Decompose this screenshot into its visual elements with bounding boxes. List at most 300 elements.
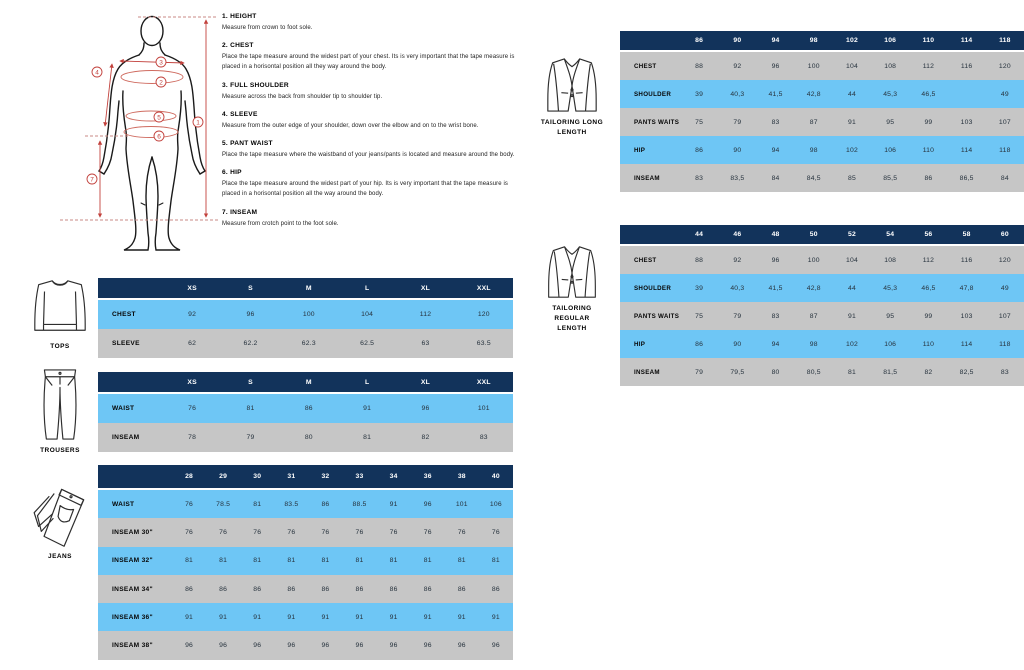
svg-text:5: 5 <box>157 114 161 122</box>
size-value-cell: 76 <box>287 528 296 536</box>
size-value-cell: 107 <box>998 118 1011 126</box>
size-value-cell: 99 <box>924 312 933 320</box>
size-value-cell: 81 <box>246 405 255 412</box>
size-value-cell: 114 <box>960 340 973 348</box>
size-column-header: 114 <box>960 37 973 44</box>
category-tailoring-regular <box>539 244 605 334</box>
size-column-header: 58 <box>962 231 971 238</box>
size-value-cell: 49 <box>1000 284 1009 292</box>
size-value-cell: 83 <box>479 434 488 441</box>
size-value-cell: 80,5 <box>806 368 821 376</box>
size-value-cell: 45,3 <box>883 90 898 98</box>
size-value-cell: 81 <box>185 557 194 565</box>
instruction-title: 2. CHEST <box>222 42 254 50</box>
size-table-row <box>620 246 1024 274</box>
size-value-cell: 110 <box>922 146 935 154</box>
size-value-cell: 96 <box>185 642 194 650</box>
size-table-header-row <box>98 278 513 298</box>
size-value-cell: 85,5 <box>883 174 898 182</box>
svg-text:2: 2 <box>159 79 163 87</box>
size-value-cell: 41,5 <box>768 90 783 98</box>
size-column-header: 56 <box>924 231 933 238</box>
size-value-cell: 44 <box>848 284 856 292</box>
size-table-row <box>98 518 513 546</box>
size-column-header: 98 <box>809 37 818 44</box>
marker-7 <box>87 174 97 184</box>
size-value-cell: 91 <box>457 613 466 621</box>
size-column-header: 32 <box>321 473 330 480</box>
instruction-title: 4. SLEEVE <box>222 110 258 118</box>
size-value-cell: 96 <box>389 642 398 650</box>
size-value-cell: 91 <box>423 613 432 621</box>
size-value-cell: 81 <box>457 557 466 565</box>
size-column-header: XXL <box>476 378 491 386</box>
instruction-text: Measure from crown to foot sole. <box>222 25 313 31</box>
size-table-tailoring-long <box>620 31 1024 192</box>
size-value-cell: 86 <box>491 585 500 593</box>
category-label-tailoring-long: TAILORING LONG LENGTH <box>540 119 604 137</box>
size-column-header: 40 <box>491 473 500 480</box>
size-value-cell: 96 <box>219 642 228 650</box>
size-value-cell: 82 <box>421 434 430 441</box>
blazer-icon <box>543 56 601 114</box>
size-value-cell: 49 <box>1000 90 1009 98</box>
size-table-header-row <box>620 31 1024 50</box>
size-value-cell: 102 <box>846 146 858 154</box>
size-value-cell: 86 <box>695 340 704 348</box>
size-row-label: WAIST <box>112 405 135 412</box>
size-value-cell: 91 <box>355 613 364 621</box>
size-value-cell: 83 <box>771 312 780 320</box>
size-row-label: INSEAM 32" <box>112 557 153 565</box>
size-column-header: XL <box>420 378 431 386</box>
marker-3 <box>156 57 166 67</box>
size-column-header: 54 <box>886 231 895 238</box>
size-value-cell: 112 <box>419 311 432 318</box>
size-value-cell: 81 <box>423 557 432 565</box>
size-row-label: PANTS WAITS <box>634 118 680 126</box>
size-column-header: 44 <box>695 231 704 238</box>
size-column-header: 30 <box>253 473 262 480</box>
size-value-cell: 92 <box>188 311 197 318</box>
instruction-title: 5. PANT WAIST <box>222 139 273 147</box>
size-value-cell: 39 <box>695 284 704 292</box>
size-table-row <box>98 329 513 358</box>
size-row-label: SLEEVE <box>112 340 140 347</box>
size-column-header: XS <box>187 378 197 386</box>
size-value-cell: 86 <box>304 405 313 412</box>
size-value-cell: 98 <box>809 340 818 348</box>
size-value-cell: 95 <box>886 312 895 320</box>
size-value-cell: 96 <box>423 500 432 508</box>
size-value-cell: 91 <box>491 613 500 621</box>
size-value-cell: 120 <box>998 62 1011 70</box>
size-value-cell: 81 <box>253 500 262 508</box>
marker-5 <box>154 112 164 122</box>
size-column-header: 118 <box>999 37 1011 44</box>
size-value-cell: 88 <box>695 62 704 70</box>
size-row-label: INSEAM 34" <box>112 585 153 593</box>
size-value-cell: 116 <box>960 62 973 70</box>
size-value-cell: 81 <box>219 557 228 565</box>
size-value-cell: 86 <box>287 585 296 593</box>
size-value-cell: 62.3 <box>301 340 316 347</box>
size-table-row <box>98 631 513 659</box>
instruction-block <box>222 82 524 102</box>
size-value-cell: 80 <box>771 368 780 376</box>
size-value-cell: 63.5 <box>476 340 491 347</box>
size-value-cell: 106 <box>884 146 897 154</box>
sweater-icon <box>28 276 92 338</box>
category-tops <box>28 276 92 352</box>
size-table-jeans <box>98 465 513 660</box>
size-value-cell: 76 <box>423 528 432 536</box>
size-column-header: 29 <box>219 473 228 480</box>
size-row-label: INSEAM 38" <box>112 642 153 650</box>
instruction-text: Place the tape measure around the widest part of your chest. Its is very important that the tape measure is placed in a horisontal position all they way around the body. <box>222 54 515 71</box>
instruction-block <box>222 209 524 229</box>
size-value-cell: 87 <box>809 312 818 320</box>
size-row-label: SHOULDER <box>634 284 672 292</box>
size-column-header: 28 <box>185 473 194 480</box>
size-value-cell: 79 <box>246 434 255 441</box>
size-value-cell: 76 <box>321 528 330 536</box>
size-value-cell: 47,8 <box>959 284 974 292</box>
size-value-cell: 91 <box>287 613 296 621</box>
size-value-cell: 88 <box>695 256 704 264</box>
size-value-cell: 91 <box>389 613 398 621</box>
size-table-row <box>98 423 513 452</box>
marker-2 <box>156 77 166 87</box>
size-column-header: M <box>305 284 312 292</box>
size-table-row <box>98 547 513 575</box>
size-value-cell: 86 <box>457 585 466 593</box>
size-value-cell: 91 <box>389 500 398 508</box>
size-table-row <box>98 575 513 603</box>
size-value-cell: 108 <box>884 62 897 70</box>
size-table-row <box>620 136 1024 164</box>
size-value-cell: 114 <box>960 146 973 154</box>
size-value-cell: 101 <box>455 500 468 508</box>
size-value-cell: 76 <box>219 528 228 536</box>
size-value-cell: 92 <box>733 62 742 70</box>
blazer-icon <box>544 244 600 300</box>
size-value-cell: 100 <box>807 256 820 264</box>
size-value-cell: 86 <box>355 585 364 593</box>
size-column-header: 33 <box>355 473 364 480</box>
svg-text:4: 4 <box>95 69 99 77</box>
size-table-row <box>98 603 513 631</box>
size-value-cell: 84 <box>1000 174 1009 182</box>
size-value-cell: 104 <box>846 256 858 264</box>
size-table-row <box>98 490 513 518</box>
size-value-cell: 81 <box>287 557 296 565</box>
size-value-cell: 44 <box>848 90 856 98</box>
size-value-cell: 83,5 <box>730 174 745 182</box>
size-column-header: XS <box>187 284 197 292</box>
size-row-label: CHEST <box>112 311 136 318</box>
size-value-cell: 76 <box>457 528 466 536</box>
size-value-cell: 110 <box>922 340 935 348</box>
size-column-header: 90 <box>733 37 742 44</box>
instruction-block <box>222 140 524 160</box>
size-value-cell: 81 <box>363 434 372 441</box>
size-value-cell: 83 <box>1000 368 1009 376</box>
instruction-block <box>222 42 524 72</box>
size-value-cell: 108 <box>884 256 897 264</box>
size-column-header: 110 <box>922 37 935 44</box>
size-value-cell: 96 <box>321 642 330 650</box>
size-value-cell: 86 <box>321 500 330 508</box>
instruction-title: 1. HEIGHT <box>222 13 257 20</box>
size-row-label: CHEST <box>634 62 657 70</box>
size-table-row <box>98 394 513 423</box>
size-value-cell: 76 <box>185 528 194 536</box>
size-value-cell: 92 <box>733 256 742 264</box>
instruction-text: Measure from the outer edge of your shoulder, down over the elbow and on to the wrist bone. <box>222 122 479 129</box>
size-value-cell: 79 <box>733 312 742 320</box>
instruction-block <box>222 111 524 131</box>
size-value-cell: 87 <box>809 118 818 126</box>
size-value-cell: 104 <box>846 62 858 70</box>
size-value-cell: 106 <box>489 500 502 508</box>
size-value-cell: 42,8 <box>806 284 821 292</box>
instruction-block <box>222 13 524 33</box>
size-value-cell: 120 <box>998 256 1011 264</box>
size-value-cell: 91 <box>363 405 372 412</box>
size-column-header: XXL <box>476 284 491 292</box>
size-value-cell: 86 <box>185 585 194 593</box>
size-value-cell: 79 <box>695 368 704 376</box>
size-value-cell: 96 <box>491 642 500 650</box>
size-column-header: 31 <box>287 473 296 480</box>
size-table-trousers <box>98 372 513 452</box>
measurement-instructions <box>222 13 524 238</box>
size-value-cell: 81 <box>321 557 330 565</box>
size-column-header: 38 <box>457 473 466 480</box>
size-table-row <box>620 302 1024 330</box>
size-value-cell: 91 <box>848 118 856 126</box>
size-value-cell: 96 <box>423 642 432 650</box>
marker-6 <box>154 131 164 141</box>
svg-text:7: 7 <box>90 176 94 184</box>
instruction-text: Place the tape measure where the waistband of your jeans/pants is located and measure around the body. <box>222 151 515 158</box>
size-value-cell: 112 <box>922 256 935 264</box>
size-value-cell: 86 <box>389 585 398 593</box>
size-value-cell: 84,5 <box>806 174 821 182</box>
size-value-cell: 91 <box>321 613 330 621</box>
size-value-cell: 78.5 <box>216 500 231 508</box>
size-value-cell: 118 <box>999 146 1011 154</box>
size-value-cell: 118 <box>999 340 1011 348</box>
size-column-header: M <box>305 378 312 386</box>
svg-text:6: 6 <box>157 133 161 141</box>
size-value-cell: 91 <box>253 613 262 621</box>
size-value-cell: 46,5 <box>921 284 936 292</box>
size-row-label: INSEAM <box>634 174 660 182</box>
size-row-label: WAIST <box>112 500 135 508</box>
size-value-cell: 101 <box>477 405 490 412</box>
size-table-header-row <box>98 465 513 488</box>
size-value-cell: 81 <box>355 557 364 565</box>
size-column-header: 48 <box>771 231 780 238</box>
size-value-cell: 83 <box>695 174 704 182</box>
size-value-cell: 103 <box>960 118 973 126</box>
size-column-header: S <box>248 378 253 386</box>
category-label-tailoring-regular: TAILORING REGULAR LENGTH <box>552 305 592 333</box>
size-value-cell: 96 <box>253 642 262 650</box>
size-value-cell: 40,3 <box>730 90 745 98</box>
size-column-header: 60 <box>1000 231 1009 238</box>
size-column-header: L <box>364 378 370 386</box>
size-table-row <box>620 108 1024 136</box>
size-column-header: 102 <box>846 37 858 44</box>
size-column-header: 94 <box>771 37 780 44</box>
size-value-cell: 81,5 <box>883 368 898 376</box>
size-value-cell: 96 <box>421 405 430 412</box>
size-value-cell: 80 <box>304 434 313 441</box>
size-value-cell: 86 <box>321 585 330 593</box>
size-value-cell: 41,5 <box>768 284 783 292</box>
body-measurement-diagram <box>60 5 220 255</box>
size-value-cell: 76 <box>355 528 364 536</box>
size-table-row <box>620 274 1024 302</box>
size-value-cell: 76 <box>491 528 500 536</box>
size-value-cell: 96 <box>457 642 466 650</box>
jeans-icon <box>30 486 90 548</box>
size-column-header: 34 <box>389 473 398 480</box>
category-label-jeans: JEANS <box>48 553 72 560</box>
size-value-cell: 86 <box>695 146 704 154</box>
size-value-cell: 120 <box>477 311 490 318</box>
size-value-cell: 81 <box>491 557 500 565</box>
size-value-cell: 103 <box>960 312 973 320</box>
size-value-cell: 76 <box>389 528 398 536</box>
size-column-header: S <box>248 284 253 292</box>
size-column-header: 106 <box>884 37 897 44</box>
size-value-cell: 106 <box>884 340 897 348</box>
size-column-header: 86 <box>695 37 704 44</box>
size-value-cell: 42,8 <box>806 90 821 98</box>
size-value-cell: 96 <box>771 256 780 264</box>
size-value-cell: 96 <box>246 311 255 318</box>
size-value-cell: 100 <box>302 311 315 318</box>
size-row-label: HIP <box>634 146 646 154</box>
size-value-cell: 86,5 <box>959 174 974 182</box>
size-value-cell: 83 <box>771 118 780 126</box>
size-table-header-row <box>620 225 1024 244</box>
size-value-cell: 91 <box>848 312 856 320</box>
size-value-cell: 78 <box>188 434 197 441</box>
size-row-label: INSEAM 30" <box>112 528 153 536</box>
size-value-cell: 86 <box>219 585 228 593</box>
size-value-cell: 75 <box>695 118 704 126</box>
size-row-label: HIP <box>634 340 646 348</box>
size-column-header: 46 <box>733 231 742 238</box>
size-table-row <box>620 80 1024 108</box>
size-value-cell: 102 <box>846 340 858 348</box>
size-value-cell: 98 <box>809 146 818 154</box>
size-value-cell: 107 <box>998 312 1011 320</box>
instruction-text: Measure across the back from shoulder tip to shoulder tip. <box>222 93 383 100</box>
size-column-header: L <box>364 284 370 292</box>
size-value-cell: 112 <box>922 62 935 70</box>
instruction-text: Place the tape measure around the widest part of your hip. Its is very important that the tape measure is placed in a horisontal position all the way around the body. <box>222 181 508 198</box>
size-value-cell: 76 <box>185 500 194 508</box>
size-row-label: INSEAM <box>634 368 660 376</box>
instruction-title: 7. INSEAM <box>222 208 258 216</box>
size-table-row <box>98 300 513 329</box>
size-row-label: INSEAM 36" <box>112 613 153 621</box>
instruction-text: Measure from crotch point to the foot sole. <box>222 220 339 227</box>
size-value-cell: 91 <box>185 613 194 621</box>
size-value-cell: 86 <box>423 585 432 593</box>
size-value-cell: 79 <box>733 118 742 126</box>
size-value-cell: 88.5 <box>352 500 367 508</box>
size-column-header: 52 <box>848 231 856 238</box>
size-value-cell: 82 <box>924 368 933 376</box>
size-value-cell: 90 <box>733 340 742 348</box>
svg-text:1: 1 <box>196 119 200 127</box>
trousers-icon <box>33 368 87 442</box>
size-value-cell: 94 <box>771 340 780 348</box>
size-value-cell: 96 <box>287 642 296 650</box>
size-value-cell: 86 <box>253 585 262 593</box>
size-value-cell: 45,3 <box>883 284 898 292</box>
size-value-cell: 91 <box>219 613 228 621</box>
category-tailoring-long <box>539 56 605 138</box>
size-value-cell: 116 <box>960 256 973 264</box>
size-table-tailoring-regular <box>620 225 1024 386</box>
size-table-row <box>620 358 1024 386</box>
instruction-title: 6. HIP <box>222 169 242 177</box>
size-row-label: PANTS WAITS <box>634 312 680 320</box>
size-value-cell: 76 <box>188 405 197 412</box>
category-jeans <box>30 486 90 562</box>
size-value-cell: 63 <box>421 340 430 347</box>
size-value-cell: 104 <box>361 311 374 318</box>
size-value-cell: 85 <box>848 174 856 182</box>
size-value-cell: 96 <box>771 62 780 70</box>
size-value-cell: 82,5 <box>959 368 974 376</box>
instruction-block <box>222 169 524 199</box>
size-value-cell: 86 <box>924 174 933 182</box>
size-value-cell: 100 <box>807 62 820 70</box>
size-table-row <box>620 52 1024 80</box>
size-table-row <box>620 164 1024 192</box>
size-table-header-row <box>98 372 513 392</box>
size-value-cell: 90 <box>733 146 742 154</box>
size-value-cell: 81 <box>253 557 262 565</box>
category-trousers <box>33 368 87 456</box>
category-label-trousers: TROUSERS <box>40 447 80 454</box>
size-value-cell: 79,5 <box>730 368 745 376</box>
size-value-cell: 62.2 <box>243 340 258 347</box>
size-value-cell: 62.5 <box>360 340 375 347</box>
size-table-tops <box>98 278 513 358</box>
size-value-cell: 96 <box>355 642 364 650</box>
size-value-cell: 81 <box>389 557 398 565</box>
size-value-cell: 94 <box>771 146 780 154</box>
size-row-label: CHEST <box>634 256 657 264</box>
size-column-header: 36 <box>423 473 432 480</box>
size-value-cell: 95 <box>886 118 895 126</box>
instruction-title: 3. FULL SHOULDER <box>222 81 289 89</box>
size-column-header: 50 <box>809 231 818 238</box>
size-value-cell: 62 <box>188 340 197 347</box>
category-label-tops: TOPS <box>50 343 70 350</box>
size-value-cell: 84 <box>771 174 780 182</box>
